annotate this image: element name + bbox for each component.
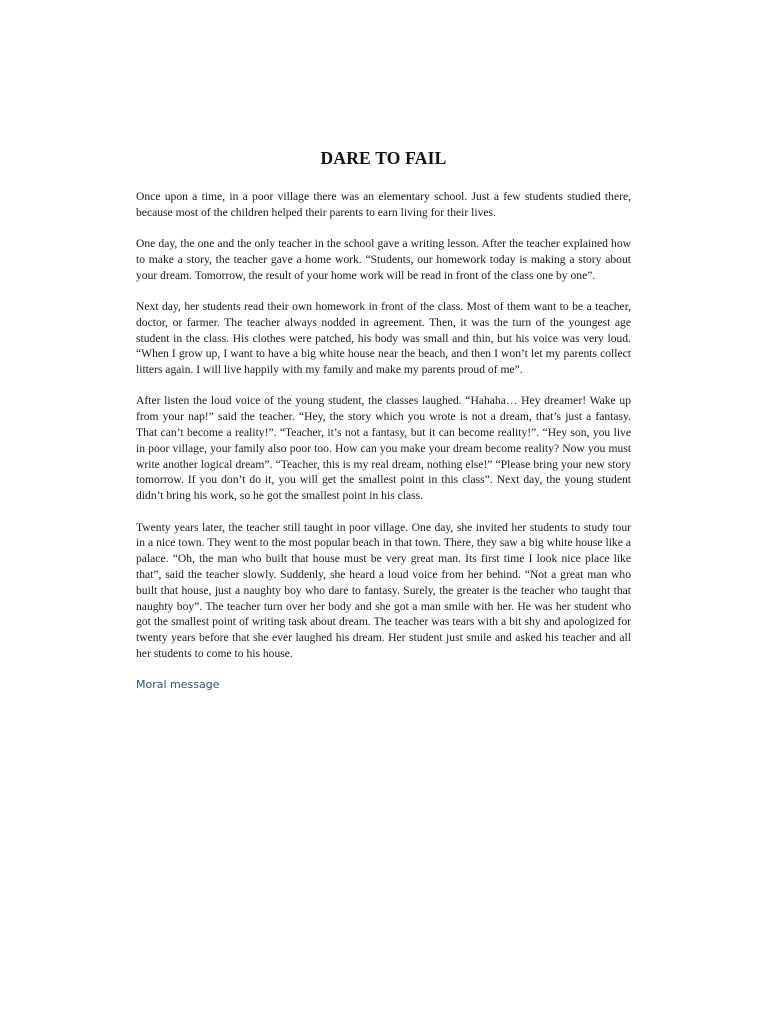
paragraph-homework-reading: Next day, her students read their own homework in front of the class. Most of them want to be a teacher, doctor, or farmer. The teacher always nodded in agreement. Then, it was the turn of the youngest age student in the class. His clothes were patched, his body was small and thin, but his voice was very loud. “When I grow up, I want to have a big white house near the beach, and then I won’t let my parents collect litters again. I will live happily with my family and make my parents proud of me”. (136, 299, 631, 377)
paragraph-writing-lesson: One day, the one and the only teacher in the school gave a writing lesson. After the teacher explained how to make a story, the teacher gave a home work. “Students, our homework today is making a story about your dream. Tomorrow, the result of your home work will be read in front of the class one by one”. (136, 237, 631, 282)
paragraph-intro: Once upon a time, in a poor village there was an elementary school. Just a few students studied there, because most of the children helped their parents to earn living for their lives. (136, 190, 631, 219)
paragraph-class-laughed: After listen the loud voice of the young student, the classes laughed. “Hahaha… Hey dreamer! Wake up from your nap!” said the teacher. “Hey, the story which you wrote is not a dream, that’s just a fantasy. That can’t become a reality!”. “Teacher, it’s not a fantasy, but it can become reality!”. “Hey son, you live in poor village, your family also poor too. How can you make your dream become reality? Now you must write another logical dream”. “Teacher, this is my real dream, nothing else!” “Please bring your new story tomorrow. If you don’t do it, you will get the smallest point in this class”. Next day, the young student didn’t bring his work, so he got the smallest point in his class. (136, 394, 631, 503)
document-body (136, 147, 631, 692)
document-title: DARE TO FAIL (320, 148, 447, 168)
moral-message-heading: Moral message (136, 678, 220, 692)
paragraph-twenty-years-later: Twenty years later, the teacher still taught in poor village. One day, she invited her students to study tour in a nice town. They went to the most popular beach in that town. There, they saw a big white house like a palace. “Oh, the man who built that house must be very great man. Its first time I look nice place like that”, said the teacher slowly. Suddenly, she heard a loud voice from her behind. “Not a great man who built that house, just a naughty boy who dare to fantasy. Surely, the greater is the teacher who taught that naughty boy”. The teacher turn over her body and she got a man smile with her. He was her student who got the smallest point of writing task about dream. The teacher was tears with a bit shy and apologized for twenty years before that she ever laughed his dream. Her student just smile and asked his teacher and all her students to come to his house. (136, 520, 631, 660)
